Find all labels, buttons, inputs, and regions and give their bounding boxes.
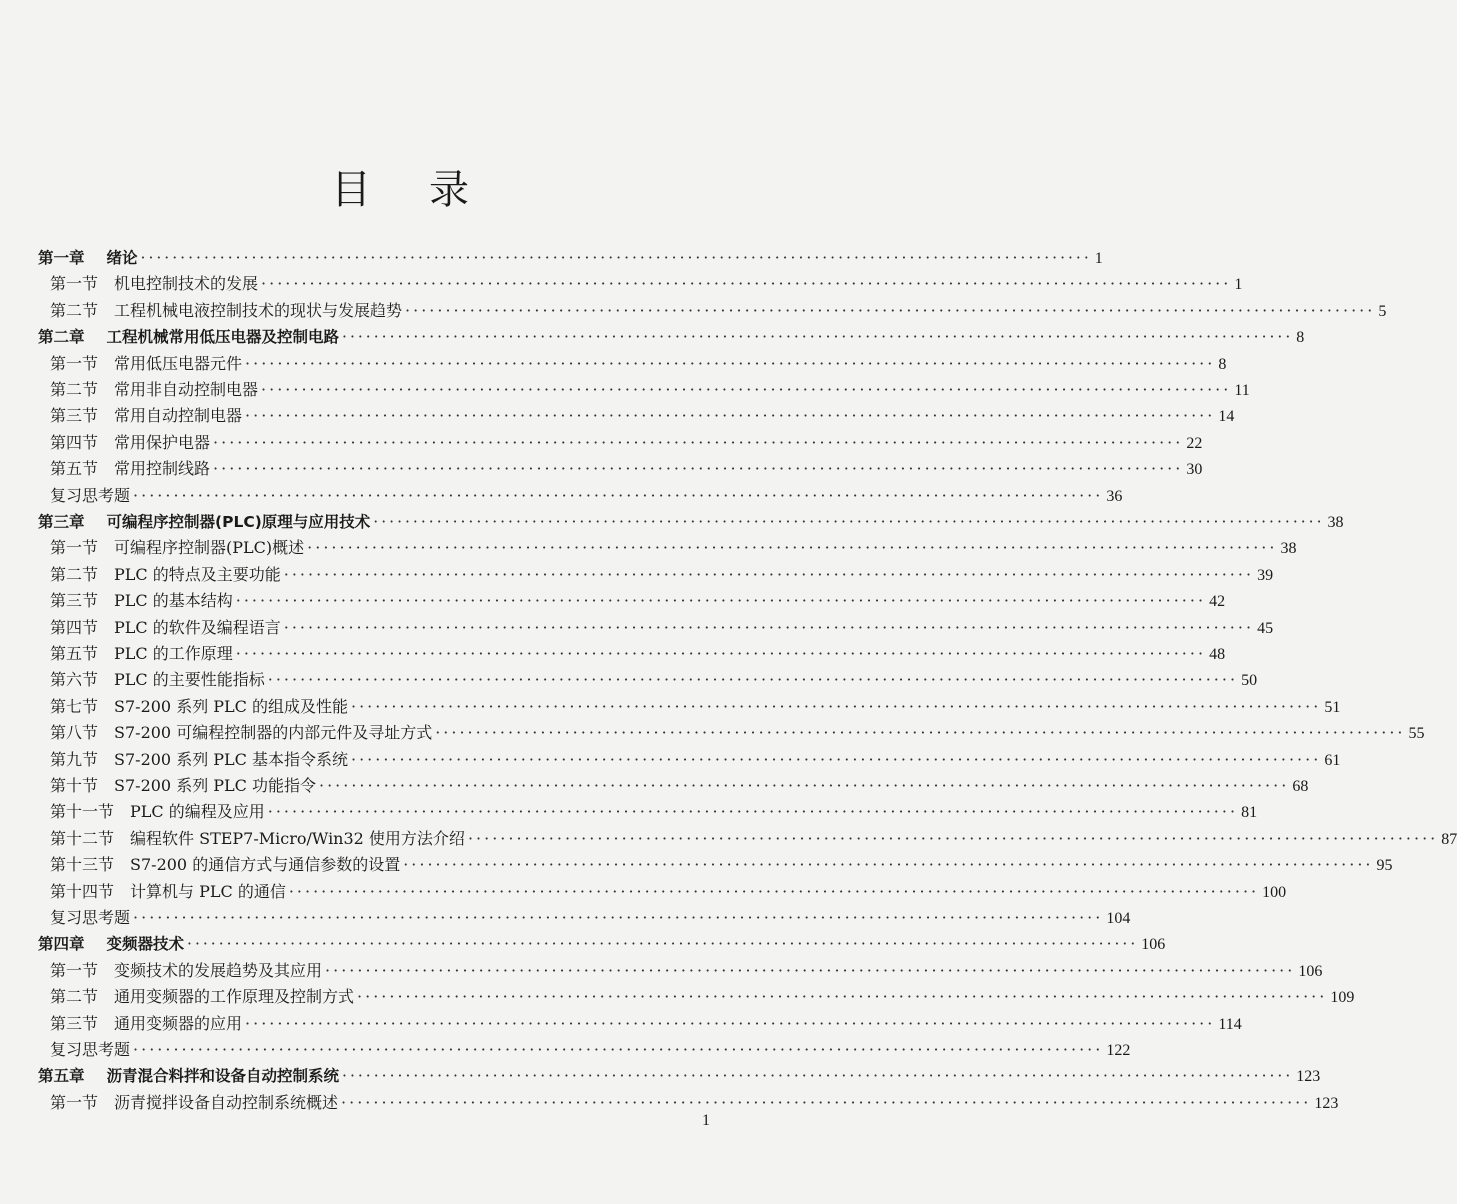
- toc-entry-page: 61: [1324, 751, 1341, 769]
- toc-entry-label: 第一节: [50, 274, 99, 294]
- toc-entry-page: 100: [1262, 883, 1287, 901]
- leader-dots: ························································································································: [435, 723, 1406, 743]
- toc-entry-page: 104: [1106, 910, 1131, 927]
- toc-entry-label: 第三节: [50, 591, 99, 611]
- toc-entry-label: 第四节: [50, 617, 99, 637]
- toc-entry-page: 123: [1314, 1094, 1339, 1112]
- toc-entry-label: 第五章: [38, 1067, 85, 1086]
- leader-dots: ························································································································: [341, 1092, 1312, 1112]
- toc-entry-label: 第五节: [50, 644, 99, 663]
- leader-dots: ························································································································: [342, 328, 1294, 347]
- toc-section-entry: [50, 773, 1309, 799]
- leader-dots: ························································································································: [403, 855, 1374, 875]
- toc-entry-label: 第一节: [50, 1092, 99, 1112]
- toc-entry-label: 第八节: [50, 723, 99, 743]
- toc-section-entry: [50, 377, 1250, 403]
- toc-entry-title: S7-200 系列 PLC 基本指令系统: [114, 749, 348, 769]
- toc-section-entry: [50, 826, 1457, 852]
- toc-entry-title: S7-200 的通信方式与通信参数的设置: [130, 855, 401, 875]
- toc-entry-label: 第二章: [38, 328, 85, 347]
- toc-entry-title: 沥青混合料拌和设备自动控制系统: [106, 1067, 340, 1086]
- toc-entry-page: 1: [1094, 250, 1103, 267]
- leader-dots: ························································································································: [288, 881, 1260, 901]
- toc-entry-page: 39: [1257, 566, 1274, 584]
- toc-entry-label: 第二节: [50, 300, 99, 320]
- toc-entry-title: 工程机械电液控制技术的现状与发展趋势: [114, 300, 403, 320]
- toc-entry-page: 87: [1441, 830, 1457, 848]
- toc-section-entry: [50, 456, 1203, 482]
- toc-entry-page: 8: [1296, 329, 1305, 347]
- toc-entry-label: 第十一节: [50, 802, 115, 822]
- toc-entry-label: 第七节: [50, 696, 99, 716]
- toc-entry-title: 变频器技术: [106, 935, 185, 954]
- toc-section-entry: [50, 694, 1341, 720]
- toc-entry-page: 68: [1292, 778, 1309, 795]
- toc-entry-label: 第二节: [50, 564, 99, 584]
- leader-dots: ························································································································: [405, 300, 1376, 320]
- toc-entry-page: 106: [1141, 936, 1166, 954]
- toc-entry-page: 51: [1324, 698, 1341, 716]
- toc-entry-page: 50: [1241, 672, 1258, 690]
- toc-entry-label: 第十四节: [50, 881, 115, 901]
- toc-entry-title: PLC 的编程及应用: [130, 802, 265, 822]
- toc-entry-page: 95: [1376, 857, 1393, 875]
- toc-entry-page: 109: [1330, 989, 1355, 1007]
- toc-entry-title: 机电控制技术的发展: [114, 274, 259, 294]
- toc-section-entry: [50, 351, 1227, 377]
- toc-entry-label: 第一节: [50, 960, 99, 980]
- leader-dots: ························································································································: [235, 644, 1207, 663]
- toc-entry-page: 36: [1106, 487, 1123, 505]
- toc-entry-title: 工程机械常用低压电器及控制电路: [106, 328, 340, 347]
- toc-entry-label: 第十二节: [50, 828, 115, 848]
- toc-entry-title: 复习思考题: [50, 485, 131, 505]
- toc-entry-title: 常用控制线路: [114, 459, 211, 479]
- page-number: 1: [702, 1112, 710, 1129]
- toc-entry-label: 第三节: [50, 1013, 99, 1033]
- toc-section-entry: [50, 1090, 1339, 1116]
- toc-entry-label: 第四章: [38, 935, 85, 954]
- toc-entry-label: 第一节: [50, 353, 99, 373]
- leader-dots: ························································································································: [283, 564, 1255, 584]
- leader-dots: ························································································································: [235, 591, 1207, 611]
- leader-dots: ························································································································: [133, 1040, 1104, 1059]
- toc-entry-label: 第三节: [50, 406, 99, 426]
- toc-entry-label: 第二节: [50, 987, 99, 1007]
- toc-section-entry: [50, 535, 1297, 561]
- toc-entry-title: 复习思考题: [50, 1040, 131, 1059]
- leader-dots: ························································································································: [357, 987, 1328, 1007]
- toc-entry-title: 可编程序控制器(PLC)原理与应用技术: [106, 513, 371, 531]
- toc-entry-page: 5: [1378, 302, 1387, 320]
- toc-section-entry: [50, 641, 1226, 667]
- toc-entry-title: 可编程序控制器(PLC)概述: [114, 538, 305, 558]
- toc-review-entry: [50, 905, 1131, 931]
- toc-section-entry: [50, 852, 1393, 878]
- leader-dots: ························································································································: [319, 776, 1290, 795]
- toc-chapter-entry: [38, 245, 1103, 271]
- toc-entry-page: 1: [1234, 276, 1243, 294]
- page-title: 目录: [331, 167, 527, 213]
- toc-entry-title: 复习思考题: [50, 908, 131, 927]
- toc-entry-page: 30: [1186, 461, 1203, 479]
- toc-entry-title: 通用变频器的应用: [114, 1013, 243, 1033]
- toc-section-entry: [50, 588, 1226, 614]
- leader-dots: ························································································································: [267, 802, 1239, 822]
- toc-entry-title: 绪论: [106, 249, 138, 267]
- toc-entry-title: 常用自动控制电器: [114, 406, 243, 426]
- toc-chapter-entry: [38, 509, 1344, 535]
- toc-entry-title: S7-200 系列 PLC 功能指令: [114, 776, 316, 795]
- toc-entry-title: S7-200 可编程控制器的内部元件及寻址方式: [114, 723, 433, 743]
- toc-entry-title: 通用变频器的工作原理及控制方式: [114, 987, 355, 1007]
- toc-entry-label: 第九节: [50, 749, 99, 769]
- toc-entry-title: 沥青搅拌设备自动控制系统概述: [114, 1092, 339, 1112]
- leader-dots: ························································································································: [467, 828, 1439, 848]
- leader-dots: ························································································································: [283, 617, 1255, 637]
- leader-dots: ························································································································: [373, 513, 1325, 531]
- leader-dots: ························································································································: [307, 538, 1278, 558]
- leader-dots: ························································································································: [351, 696, 1322, 716]
- toc-entry-title: PLC 的主要性能指标: [114, 670, 265, 690]
- toc-entry-page: 106: [1298, 962, 1323, 980]
- toc-entry-page: 42: [1209, 593, 1226, 611]
- leader-dots: ························································································································: [267, 670, 1239, 690]
- leader-dots: ························································································································: [245, 406, 1216, 426]
- toc-entry-title: 常用非自动控制电器: [114, 380, 259, 399]
- toc-entry-page: 11: [1234, 382, 1250, 399]
- toc-entry-title: S7-200 系列 PLC 的组成及性能: [114, 696, 348, 716]
- toc-entry-page: 8: [1218, 355, 1227, 373]
- toc-section-entry: [50, 562, 1274, 588]
- toc-section-entry: [50, 271, 1243, 297]
- toc-entry-label: 第二节: [50, 380, 99, 399]
- toc-chapter-entry: [38, 1063, 1321, 1089]
- toc-entry-title: 常用低压电器元件: [114, 353, 243, 373]
- leader-dots: ························································································································: [140, 249, 1092, 267]
- toc-entry-label: 第一章: [38, 249, 85, 267]
- toc-entry-page: 123: [1296, 1068, 1321, 1086]
- leader-dots: ························································································································: [245, 1013, 1216, 1033]
- toc-review-entry: [50, 483, 1123, 509]
- toc-entry-page: 38: [1280, 540, 1297, 558]
- toc-section-entry: [50, 799, 1258, 825]
- leader-dots: ························································································································: [351, 749, 1322, 769]
- leader-dots: ························································································································: [213, 459, 1184, 479]
- leader-dots: ························································································································: [245, 353, 1216, 373]
- toc-entry-title: PLC 的特点及主要功能: [114, 564, 281, 584]
- toc-section-entry: [50, 298, 1387, 324]
- toc-entry-page: 22: [1186, 434, 1203, 452]
- toc-entry-page: 14: [1218, 408, 1235, 426]
- toc-entry-label: 第五节: [50, 459, 99, 479]
- toc-section-entry: [50, 430, 1203, 456]
- toc-entry-page: 38: [1327, 514, 1344, 531]
- toc-chapter-entry: [38, 931, 1166, 957]
- leader-dots: ························································································································: [133, 485, 1104, 505]
- toc-entry-page: 45: [1257, 619, 1274, 637]
- toc-entry-title: PLC 的软件及编程语言: [114, 617, 281, 637]
- toc-entry-label: 第一节: [50, 538, 99, 558]
- toc-section-entry: [50, 1011, 1242, 1037]
- toc-section-entry: [50, 747, 1341, 773]
- leader-dots: ························································································································: [133, 908, 1104, 927]
- toc-section-entry: [50, 879, 1287, 905]
- toc-section-entry: [50, 403, 1235, 429]
- toc-chapter-entry: [38, 324, 1305, 350]
- toc-entry-page: 81: [1241, 804, 1258, 822]
- toc-entry-page: 55: [1408, 725, 1425, 743]
- toc-entry-label: 第三章: [38, 513, 85, 531]
- leader-dots: ························································································································: [261, 274, 1232, 294]
- toc-entry-title: 计算机与 PLC 的通信: [130, 881, 286, 901]
- toc-entry-title: PLC 的基本结构: [114, 591, 233, 611]
- toc-section-entry: [50, 667, 1258, 693]
- leader-dots: ························································································································: [342, 1067, 1294, 1086]
- toc-section-entry: [50, 958, 1323, 984]
- toc-entry-label: 第四节: [50, 432, 99, 452]
- toc-entry-title: 编程软件 STEP7-Micro/Win32 使用方法介绍: [130, 828, 465, 848]
- leader-dots: ························································································································: [213, 432, 1184, 452]
- toc-entry-label: 第十节: [50, 776, 99, 795]
- toc-entry-page: 48: [1209, 646, 1226, 663]
- toc-entry-page: 114: [1218, 1015, 1242, 1033]
- toc-entry-label: 第六节: [50, 670, 99, 690]
- toc-entry-page: 122: [1106, 1042, 1131, 1059]
- toc-entry-title: 变频技术的发展趋势及其应用: [114, 960, 323, 980]
- toc-entry-label: 第十三节: [50, 855, 115, 875]
- toc-entry-title: 常用保护电器: [114, 432, 211, 452]
- toc-entry-title: PLC 的工作原理: [114, 644, 233, 663]
- leader-dots: ························································································································: [325, 960, 1296, 980]
- toc-section-entry: [50, 720, 1425, 746]
- toc-review-entry: [50, 1037, 1131, 1063]
- leader-dots: ························································································································: [187, 935, 1139, 954]
- toc-section-entry: [50, 984, 1355, 1010]
- toc-section-entry: [50, 615, 1274, 641]
- leader-dots: ························································································································: [261, 380, 1232, 399]
